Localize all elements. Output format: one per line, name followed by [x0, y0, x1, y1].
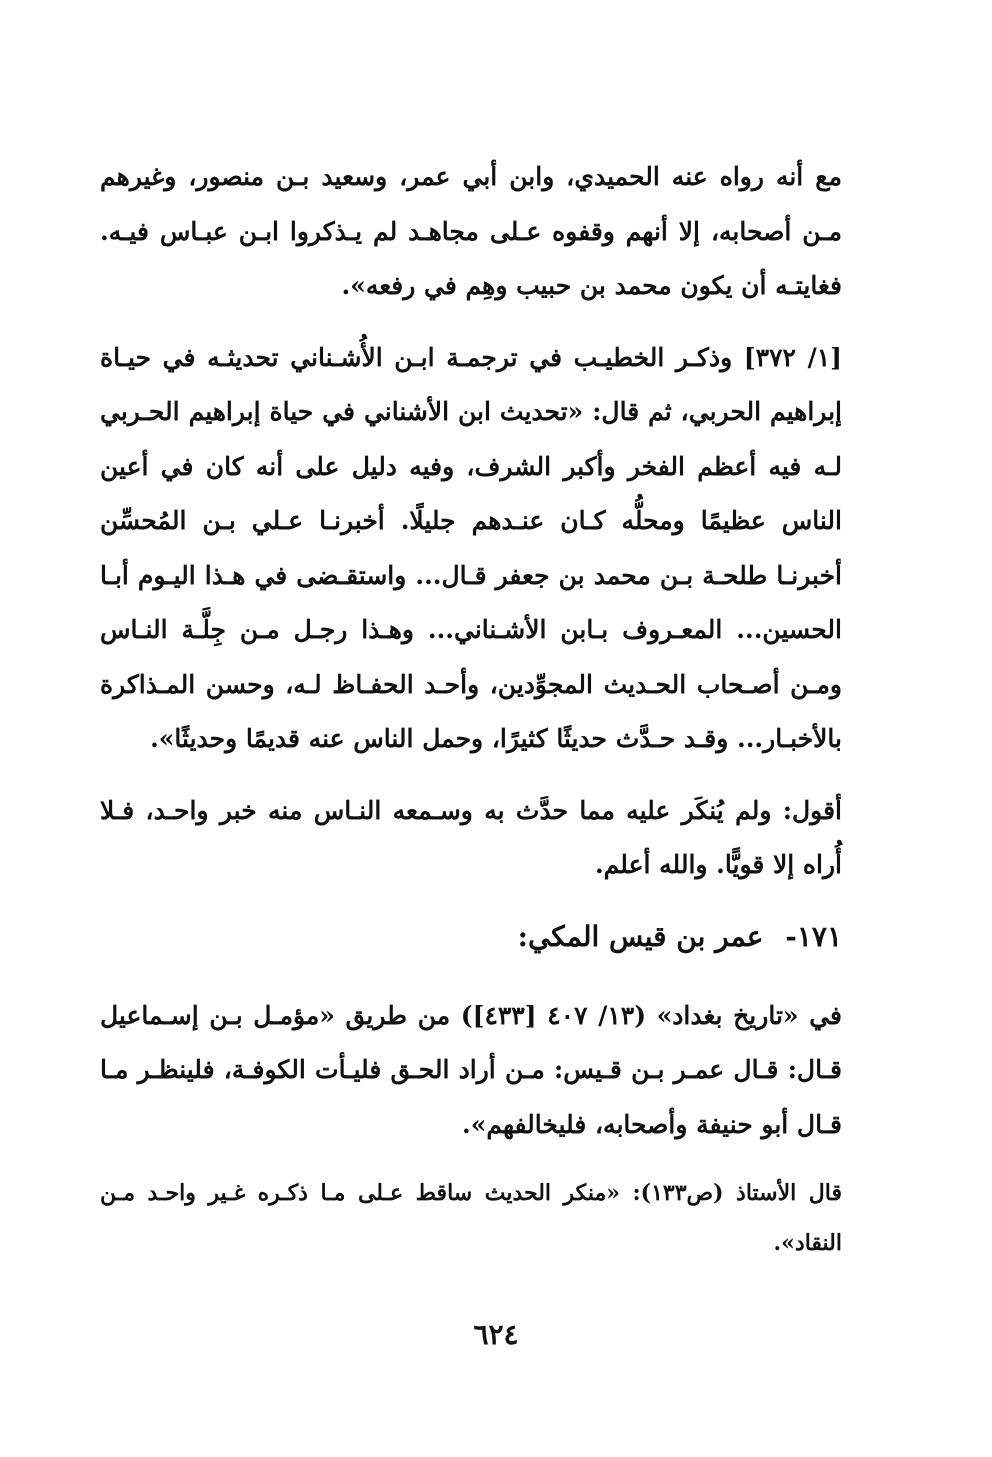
page-number: ٦٢٤: [473, 1318, 519, 1351]
paragraph-3: أقول: ولم يُنكَر عليه مما حدَّث به وسـمعه النـاس منه خبر واحـد، فـلا أُراه إلا قويًّا. والله أعلم.: [100, 795, 842, 879]
section-heading: [100, 907, 842, 967]
paragraph-1: مع أنه رواه عنه الحميدي، وابن أبي عمر، وسعيد بـن منصور، وغيرهم مـن أصحابه، إلا أنهم وقفوه عـلى مجاهـد لم يـذكروا ابـن عبـاس فيـه. فغايتـه أن يكون محمد بن حبيب وهِم في رفعه».: [100, 162, 842, 300]
paragraph-5: قال الأستاذ (ص١٣٣): «منكر الحديث ساقط عـلى مـا ذكـره غـير واحـد مـن النقاد».: [100, 1180, 843, 1256]
page-body: [100, 150, 842, 1268]
paragraph-4: في «تاريخ بغداد» (١٣/ ٤٠٧ [٤٣٣]) من طريق «مؤمـل بـن إسـماعيل قـال: قـال عمـر بـن قـيس: مـن أراد الحـق فليـأت الكوفـة، فلينظـر مـا قـال أبو حنيفة وأصحابه، فليخالفهم».: [100, 1000, 842, 1139]
paragraph-2: [١/ ٣٧٢] وذكـر الخطيـب في ترجمـة ابـن الأُشـناني تحديثـه في حيـاة إبراهيم الحربي، ثم قال: «تحديث ابن الأشناني في حياة إبراهيم الحـربي لـه فيه أعظم الفخر وأكبر الشرف، وفيه دليل على أنه كان في أعين الناس عظيمًا ومحلُّه كـان عنـدهم جليلًا. أخبرنـا عـلي بـن المُحسِّن أخبرنـا طلحـة بـن محمد بن جعفر قـال... واستقـضى في هـذا اليـوم أبـا الحسين... المعـروف بـابن الأشـناني... وهـذا رجـل مـن جِلَّـة النـاس ومـن أصـحاب الحـديث المجوِّدين، وأحـد الحفـاظ لـه، وحسن المـذاكرة بالأخبـار... وقـد حـدَّث حديثًا كثيرًا، وحمل الناس عنه قديمًا وحديثًا».: [100, 342, 842, 753]
section-title: عمر بن قيس المكي:: [517, 919, 764, 953]
section-number: ١٧١-: [785, 919, 842, 953]
